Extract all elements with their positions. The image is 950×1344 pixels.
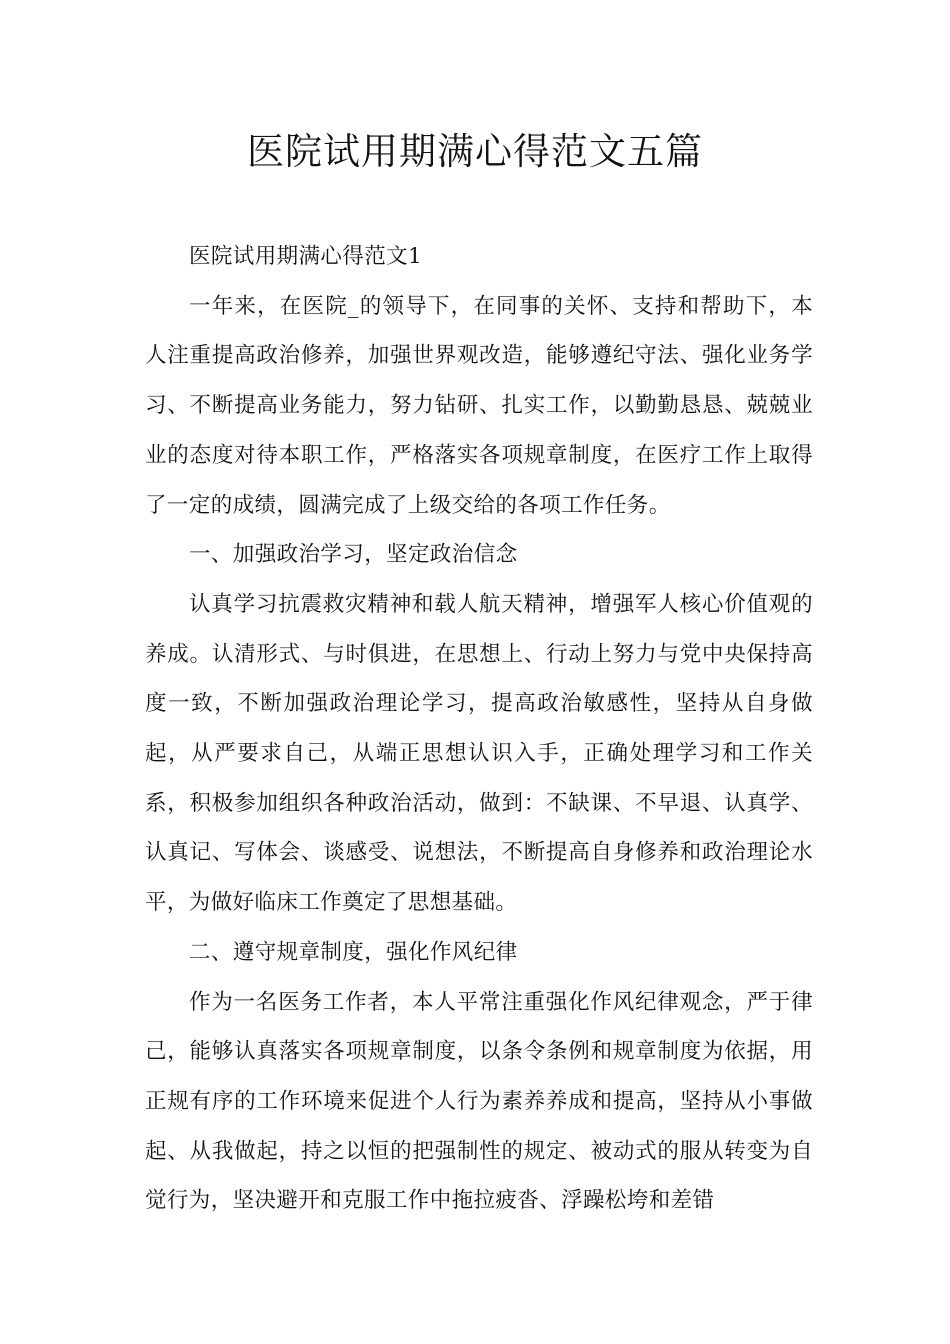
body-paragraph: 认真学习抗震救灾精神和载人航天精神，增强军人核心价值观的养成。认清形式、与时俱进，在思想上、行动上努力与党中央保持高度一致，不断加强政治理论学习，提高政治敏感性，坚持从自身做起，从严要求自己，从端正思想认识入手，正确处理学习和工作关系，积极参加组织各种政治活动，做到：不缺课、不早退、认真学、认真记、写体会、谈感受、说想法，不断提高自身修养和政治理论水平，为做好临床工作奠定了思想基础。 [145, 591, 813, 916]
document-title: 医院试用期满心得范文五篇 [247, 130, 703, 173]
body-paragraph: 一年来，在医院_的领导下，在同事的关怀、支持和帮助下，本人注重提高政治修养，加强世界观改造，能够遵纪守法、强化业务学习、不断提高业务能力，努力钻研、扎实工作，以勤勤恳恳、兢兢业业的态度对待本职工作，严格落实各项规章制度，在医疗工作上取得了一定的成绩，圆满完成了上级交给的各项工作任务。 [145, 293, 813, 518]
section-heading: 二、遵守规章制度，强化作风纪律 [189, 939, 518, 965]
section-heading: 一、加强政治学习，坚定政治信念 [189, 542, 518, 568]
document-body [145, 232, 813, 1226]
section-title: 医院试用期满心得范文1 [189, 244, 423, 269]
body-paragraph: 作为一名医务工作者，本人平常注重强化作风纪律观念，严于律己，能够认真落实各项规章制度，以条令条例和规章制度为依据，用正规有序的工作环境来促进个人行为素养养成和提高，坚持从小事做起、从我做起，持之以恒的把强制性的规定、被动式的服从转变为自觉行为，坚决避开和克服工作中拖拉疲沓、浮躁松垮和差错 [145, 989, 813, 1214]
